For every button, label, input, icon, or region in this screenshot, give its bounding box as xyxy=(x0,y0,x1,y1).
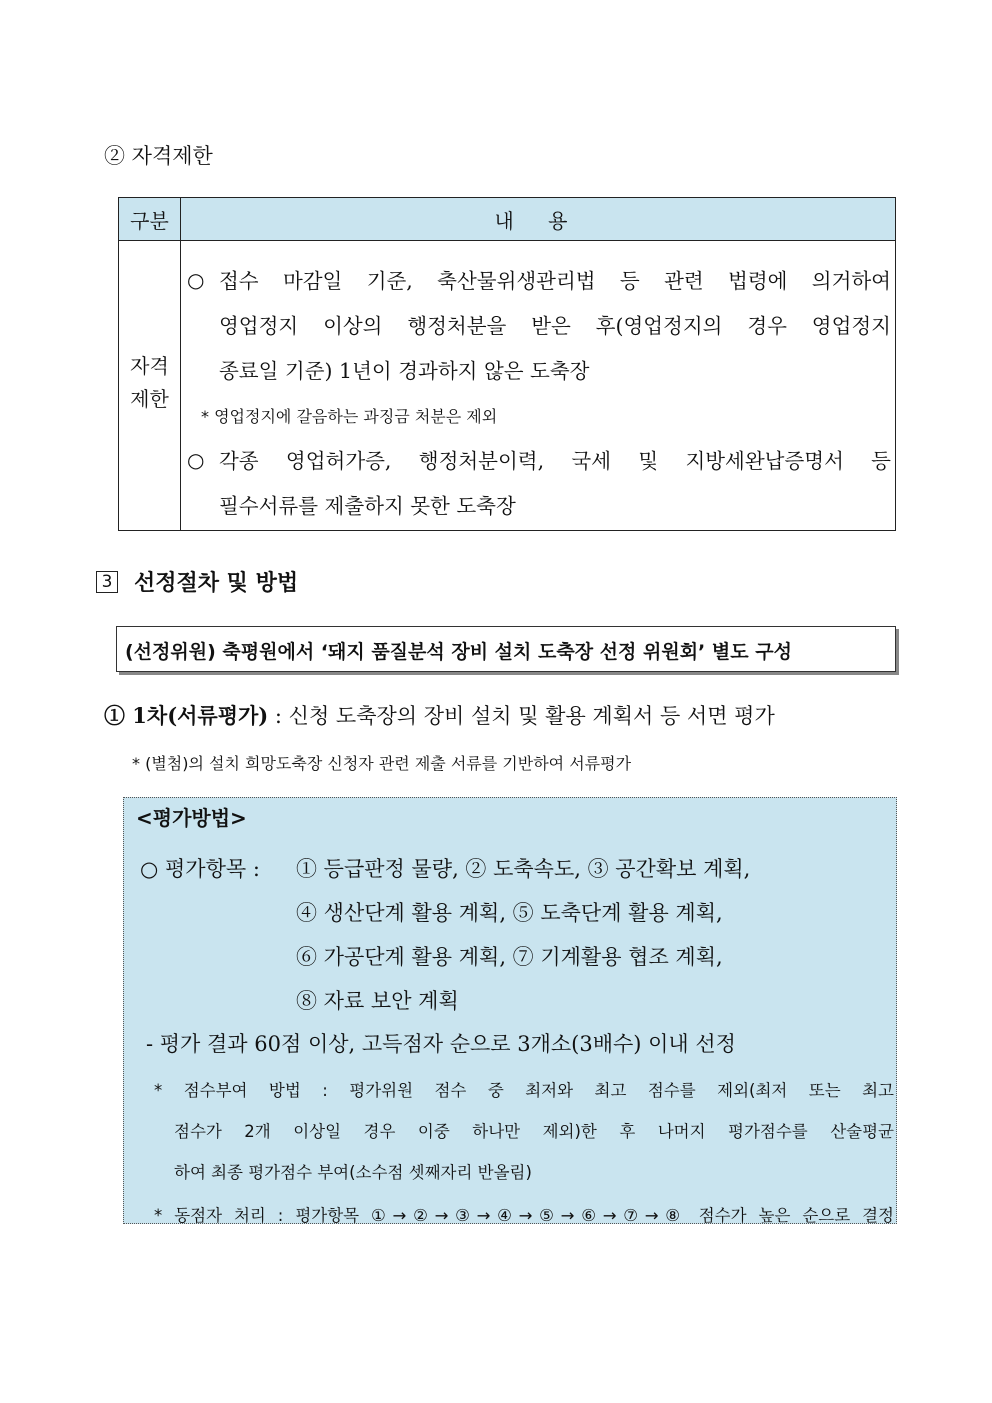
item1-line-1: 접수 마감일 기준, 축산물위생관리법 등 관련 법령에 의거하여 xyxy=(219,269,891,293)
scoring-line-1: * 점수부여 방법 : 평가위원 점수 중 최저와 최고 점수를 제외(최저 또는 최고 xyxy=(154,1081,894,1100)
scoring-line-2: 점수가 2개 이상일 경우 이중 하나만 제외)한 후 나머지 평가점수를 산술평균 xyxy=(174,1122,894,1141)
evaluation-item-line-2: ④ 생산단계 활용 계획, ⑤ 도축단계 활용 계획, xyxy=(296,901,723,925)
item1-line-3: 종료일 기준) 1년이 경과하지 않은 도축장 xyxy=(219,359,590,383)
evaluation-result: - 평가 결과 60점 이상, 고득점자 순으로 3개소(3배수) 이내 선정 xyxy=(146,1032,736,1056)
item1-line-2: 영업정지 이상의 행정처분을 받은 후(영업정지의 경우 영업정지 xyxy=(219,314,891,338)
tie-break-rule: * 동점자 처리 : 평가항목 ①→②→③→④→⑤→⑥→⑦→⑧ 점수가 높은 순으로 결정 xyxy=(154,1206,894,1225)
table-row-label: 자격 제한 xyxy=(130,354,169,411)
section-title-qualification: ② 자격제한 xyxy=(104,144,213,168)
step1-heading xyxy=(104,700,775,730)
evaluation-items-label: ○ 평가항목 : xyxy=(140,857,260,881)
table-header-content: 내 용 xyxy=(494,209,582,233)
scoring-line-3: 하여 최종 평가점수 부여(소수점 셋째자리 반올림) xyxy=(174,1163,532,1182)
table-header-category: 구분 xyxy=(130,209,169,233)
committee-box xyxy=(116,626,896,672)
bullet-icon: ○ xyxy=(187,268,205,292)
item1-note: * 영업정지에 갈음하는 과징금 처분은 제외 xyxy=(201,407,498,426)
qualification-table xyxy=(118,197,896,531)
item2-line-2: 필수서류를 제출하지 못한 도축장 xyxy=(219,494,516,518)
table-column-divider xyxy=(180,198,181,530)
evaluation-title: <평가방법> xyxy=(136,806,247,830)
committee-text: (선정위원) 축평원에서 ‘돼지 품질분석 장비 설치 도축장 선정 위원회’ 별도 구성 xyxy=(125,641,792,663)
step1-label: ① 1차(서류평가) xyxy=(104,703,269,728)
bullet-icon: ○ xyxy=(187,448,205,472)
evaluation-item-line-4: ⑧ 자료 보안 계획 xyxy=(296,989,459,1013)
evaluation-item-line-1: ① 등급판정 물량, ② 도축속도, ③ 공간확보 계획, xyxy=(296,857,751,881)
section-number-box: 3 xyxy=(96,571,118,593)
step1-description: : 신청 도축장의 장비 설치 및 활용 계획서 등 서면 평가 xyxy=(268,704,775,728)
evaluation-item-line-3: ⑥ 가공단계 활용 계획, ⑦ 기계활용 협조 계획, xyxy=(296,945,723,969)
section-title-procedure: 선정절차 및 방법 xyxy=(134,571,299,596)
step1-note: * (별첨)의 설치 희망도축장 신청자 관련 제출 서류를 기반하여 서류평가 xyxy=(132,754,632,773)
evaluation-method-box xyxy=(123,797,897,1224)
item2-line-1: 각종 영업허가증, 행정처분이력, 국세 및 지방세완납증명서 등 xyxy=(219,449,891,473)
